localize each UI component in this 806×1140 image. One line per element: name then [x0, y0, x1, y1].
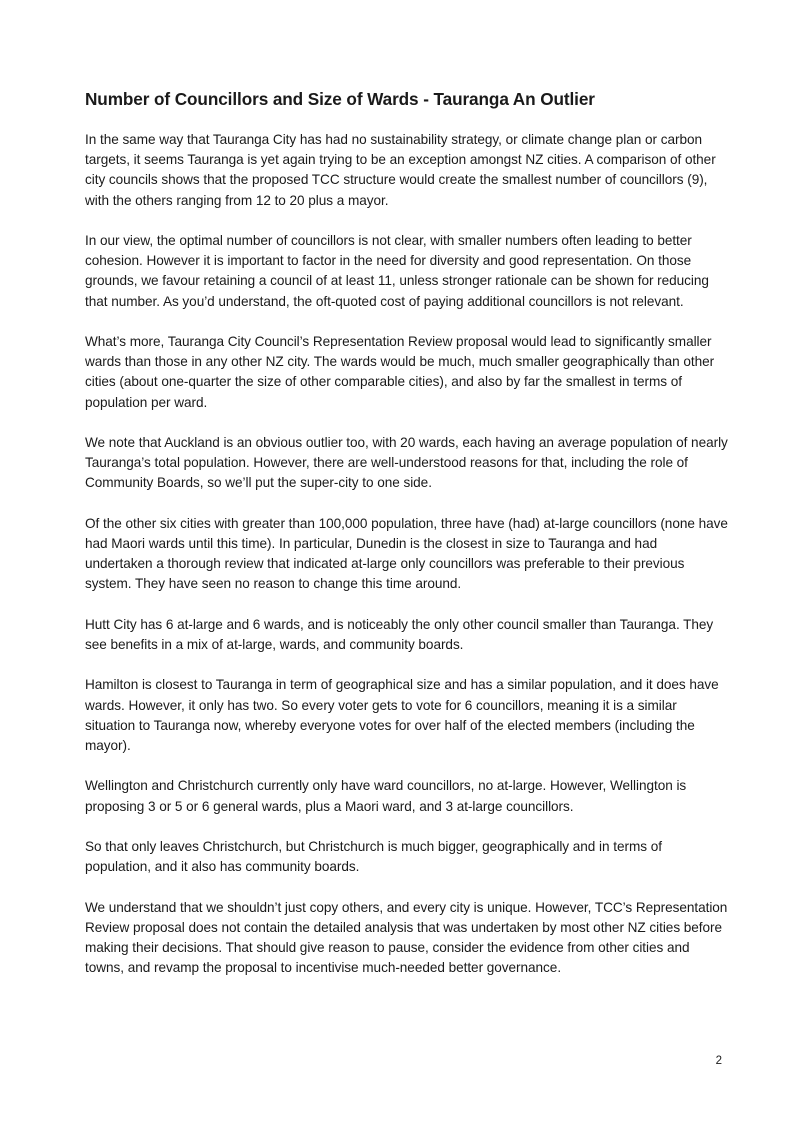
paragraph-wellington-christchurch: Wellington and Christchurch currently only have ward councillors, no at-large. However, Wellington is proposing 3 or 5 or 6 general wards, plus a Maori ward, and 3 at-large councillors.: [85, 778, 687, 814]
paragraph-hutt-city: Hutt City has 6 at-large and 6 wards, and is noticeably the only other council smaller than Tauranga. They see benefits in a mix of at-large, wards, and community boards.: [85, 616, 714, 652]
paragraph-auckland-outlier: We note that Auckland is an obvious outlier too, with 20 wards, each having an average population of nearly Tauranga’s total population. However, there are well-understood reasons for that, including the role of Community Boards, so we’ll put the super-city to one side.: [85, 435, 728, 491]
paragraph-sustainability-comparison: In the same way that Tauranga City has had no sustainability strategy, or climate change plan or carbon targets, it seems Tauranga is yet again trying to be an exception amongst NZ cities. A comparison of other city councils shows that the proposed TCC structure would create the smallest number of councillors (9), with the others ranging from 12 to 20 plus a mayor.: [85, 132, 716, 208]
paragraph-conclusion: We understand that we shouldn’t just copy others, and every city is unique. However, TCC’s Representation Review proposal does not contain the detailed analysis that was undertaken by most other NZ cities before making their decisions. That should give reason to pause, consider the evidence from other cities and towns, and revamp the proposal to incentivise much-needed better governance.: [85, 899, 728, 976]
paragraph-optimal-number: In our view, the optimal number of councillors is not clear, with smaller numbers often leading to better cohesion. However it is important to factor in the need for diversity and good representation. On those grounds, we favour retaining a council of at least 11, unless stronger rationale can be shown for reducing that number. As you’d understand, the oft-quoted cost of paying additional councillors is not relevant.: [85, 233, 709, 309]
document-title: Number of Councillors and Size of Wards - Tauranga An Outlier: [85, 89, 595, 109]
paragraph-smaller-wards: What’s more, Tauranga City Council’s Representation Review proposal would lead to significantly smaller wards than those in any other NZ city. The wards would be much, much smaller geographically than other cities (about one-quarter the size of other comparable cities), and also by far the smallest in terms of population per ward.: [85, 334, 715, 410]
paragraph-six-cities: Of the other six cities with greater than 100,000 population, three have (had) at-large councillors (none have had Maori wards until this time). In particular, Dunedin is the closest in size to Tauranga and had undertaken a thorough review that indicated at-large only councillors was preferable to their previous system. They have seen no reason to change this time around.: [85, 515, 728, 592]
paragraph-christchurch: So that only leaves Christchurch, but Christchurch is much bigger, geographically and in terms of population, and it also has community boards.: [85, 838, 662, 875]
paragraph-hamilton: Hamilton is closest to Tauranga in term of geographical size and has a similar population, and it does have wards. However, it only has two. So every voter gets to vote for 6 councillors, meaning it is a similar situation to Tauranga now, whereby everyone votes for over half of the elected members (including the mayor).: [85, 677, 719, 753]
page-number: 2: [715, 1055, 722, 1067]
